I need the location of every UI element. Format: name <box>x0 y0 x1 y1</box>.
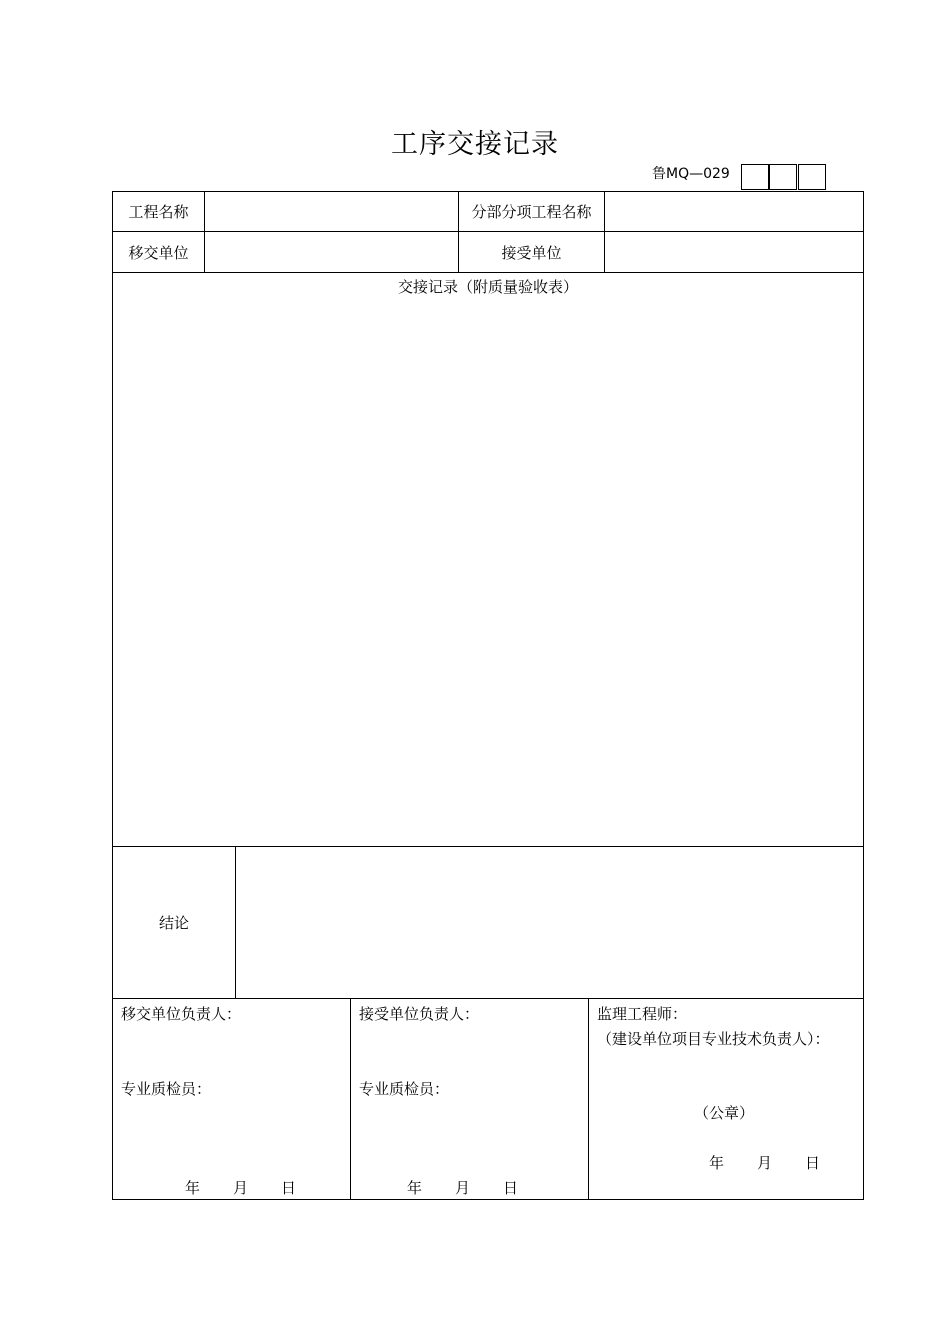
handover-inspector-label: 专业质检员： <box>121 1080 212 1098</box>
owner-technical-lead-label: （建设单位项目专业技术负责人）： <box>597 1030 830 1048</box>
receiving-year-label: 年 <box>407 1179 423 1197</box>
subproject-name-field[interactable] <box>605 192 863 231</box>
row-divider <box>112 998 864 999</box>
supervisor-month-label: 月 <box>757 1154 773 1172</box>
supervisor-year-label: 年 <box>709 1154 725 1172</box>
project-name-label: 工程名称 <box>128 203 189 221</box>
handover-record-field[interactable] <box>113 300 863 845</box>
handover-year-label: 年 <box>185 1179 201 1197</box>
receiving-day-label: 日 <box>503 1179 519 1197</box>
receiving-unit-label: 接受单位 <box>501 243 562 262</box>
official-seal-label: （公章） <box>694 1104 755 1122</box>
receiving-month-label: 月 <box>455 1179 471 1197</box>
column-divider <box>588 998 589 1200</box>
table-border-bottom <box>112 1199 864 1200</box>
code-box-3[interactable] <box>798 164 826 190</box>
code-box-1[interactable] <box>741 164 769 190</box>
receiving-unit-field[interactable] <box>605 232 863 272</box>
handover-responsible-label: 移交单位负责人： <box>121 1005 242 1023</box>
form-title: 工序交接记录 <box>391 129 559 160</box>
receiving-responsible-label: 接受单位负责人： <box>359 1005 480 1023</box>
handover-month-label: 月 <box>233 1179 249 1197</box>
handover-day-label: 日 <box>281 1179 297 1197</box>
handover-record-label: 交接记录（附质量验收表） <box>397 278 578 296</box>
code-box-2[interactable] <box>769 164 797 190</box>
project-name-field[interactable] <box>205 192 458 231</box>
conclusion-field[interactable] <box>236 847 863 998</box>
supervisor-engineer-label: 监理工程师： <box>597 1005 688 1023</box>
table-border-right <box>863 191 864 1200</box>
receiving-inspector-label: 专业质检员： <box>359 1080 450 1098</box>
subproject-name-label: 分部分项工程名称 <box>471 203 592 221</box>
column-divider <box>350 998 351 1200</box>
handover-unit-field[interactable] <box>205 232 458 272</box>
handover-unit-label: 移交单位 <box>128 243 189 262</box>
form-code: 鲁MQ—029 <box>652 166 730 182</box>
conclusion-label: 结论 <box>158 914 189 932</box>
row-divider <box>112 272 864 273</box>
supervisor-day-label: 日 <box>805 1154 821 1172</box>
